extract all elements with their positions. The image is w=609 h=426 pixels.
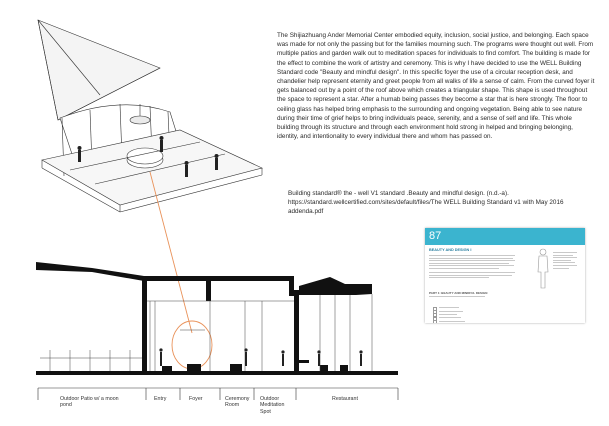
zone-label-restaurant: Restaurant	[332, 396, 358, 402]
zone-label-meditation: Outdoor Meditation Spot	[260, 396, 285, 415]
zone-label-foyer: Foyer	[189, 396, 203, 402]
citation-text: Building standard® the - well V1 standard .Beauty and mindful design. (n.d.-a). https://standard.wellcertified.com/sites/default/files/The WELL Building Standard v1 with May 2016 addenda.pdf	[288, 190, 564, 216]
zone-label-ceremony-room: Ceremony Room	[225, 396, 250, 409]
zone-label-outdoor-patio: Outdoor Patio w/ a moon pond	[60, 396, 119, 409]
well-page-number: 87	[429, 230, 442, 242]
section-people	[159, 348, 362, 366]
left-canopy-roof	[36, 262, 92, 272]
well-page-title: BEAUTY AND DESIGN I	[429, 248, 472, 252]
zone-label-entry: Entry	[154, 396, 167, 402]
restaurant-roof	[299, 277, 372, 290]
well-part-heading: PART 1: BEAUTY AND MINDFUL DESIGN	[429, 291, 488, 295]
description-paragraph: The Shijiazhuang Ander Memorial Center embodied equity, inclusion, social justice, and belonging. Each space was made for not only the passing but for the families mourning such. The programs were thought out well. From multiple patios and garden walk out to meditation spaces for individuals to find comfort. The building is made for the effect to combine the work of artistry and ceremony. This is why I have decided to use the WELL Building Standard code "Beauty and mindful design". In this specific foyer the use of a circular reception desk, and chandelier help represent eternity and greet people from all walks of life a sense of calm. From the curved foyer it gets balanced out by a point of the roof above which creates a triangular shape. This shape is used throughout the space to represent a star. After a humab being passes they become a star that is here strongly. The floor to ceiling glass has helped bring emphasis to the surrounding and ongoing vegetation. Being able to see nature during their time of grief helps to bring individuals peace, serenity, and a sense of self and life. This whole building through its structure and through each environment hold strong in helped and bringing belonging, identity, and intentionality to every individual there and whom has passed on.	[277, 32, 595, 141]
floor-slab	[36, 371, 398, 375]
